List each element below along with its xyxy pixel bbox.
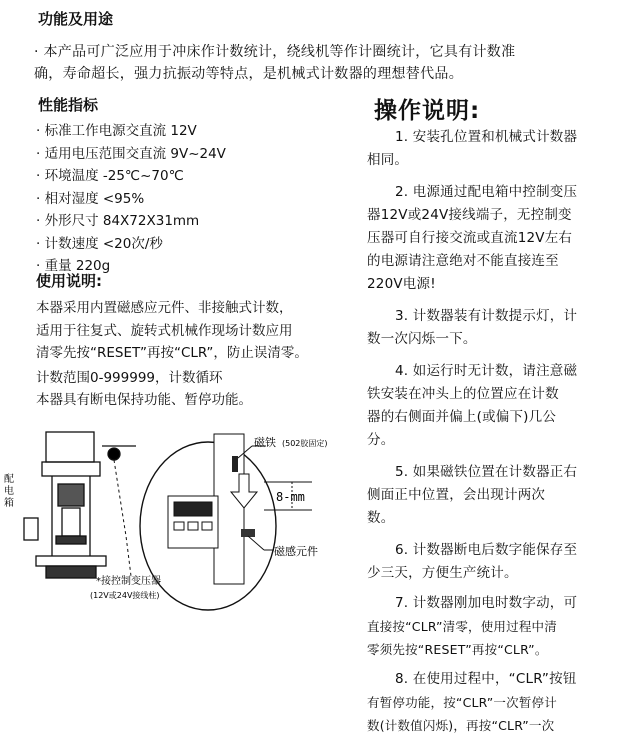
function-text bbox=[34, 41, 619, 85]
step-line: 数一次闪烁一下。 bbox=[367, 331, 477, 347]
step-line: 4. 如运行时无计数，请注意磁 bbox=[395, 363, 578, 379]
step-line: 铁安装在冲头上的位置应在计数 bbox=[367, 386, 559, 402]
magnet-label: 磁铁 bbox=[254, 436, 276, 449]
step-line: 1. 安装孔位置和机械式计数器 bbox=[395, 129, 578, 145]
transformer-note: (12V或24V接线柱) bbox=[90, 591, 160, 600]
box-label-3: 箱 bbox=[4, 498, 14, 509]
operation-step-1 bbox=[367, 126, 617, 172]
function-heading: 功能及用途 bbox=[38, 10, 114, 28]
operation-step-4 bbox=[367, 360, 617, 452]
step-line: 6. 计数器断电后数字能保存至 bbox=[395, 542, 578, 558]
usage-line: 清零先按“RESET”再按“CLR”，防止误清零。 bbox=[36, 345, 308, 361]
step-line: 压器可自行接交流或直流12V左右 bbox=[367, 230, 573, 246]
usage-text bbox=[36, 297, 308, 412]
press-machine-drawing bbox=[24, 432, 136, 578]
sensor-label: 磁感元件 bbox=[274, 545, 318, 558]
step-line: 分。 bbox=[367, 432, 395, 448]
step-line: 3. 计数器装有计数提示灯，计 bbox=[395, 308, 578, 324]
operation-step-6 bbox=[367, 539, 617, 585]
spec-dimensions: · 外形尺寸 84X72X31mm bbox=[36, 213, 200, 229]
box-label-2: 电 bbox=[4, 486, 14, 497]
operation-step-7 bbox=[367, 592, 617, 661]
box-label-1: 配 bbox=[4, 474, 14, 485]
step-line: 有暂停功能，按“CLR”一次暂停计 bbox=[367, 695, 557, 710]
spec-temperature: · 环境温度 -25℃~70℃ bbox=[36, 168, 184, 184]
operation-heading: 操作说明: bbox=[374, 98, 481, 124]
magnet-shape bbox=[232, 456, 238, 472]
function-line: · 本产品可广泛应用于冲床作计数统计，绕线机等作计圈统计，它具有计数准 bbox=[34, 44, 516, 60]
usage-line: 本器采用内置磁感应元件、非接触式计数， bbox=[36, 300, 293, 316]
spec-weight: · 重量 220g bbox=[36, 258, 111, 274]
step-line: 数。 bbox=[367, 510, 395, 526]
transformer-label: *接控制变压器 bbox=[96, 576, 161, 587]
step-line: 少三天，方便生产统计。 bbox=[367, 565, 518, 581]
operation-step-5 bbox=[367, 461, 617, 530]
spec-humidity: · 相对湿度 <95% bbox=[36, 190, 145, 207]
operation-steps bbox=[367, 126, 617, 737]
step-line: 直接按“CLR”清零，使用过程中清 bbox=[367, 619, 557, 634]
usage-heading: 使用说明: bbox=[36, 272, 102, 290]
spec-power: · 标准工作电源交直流 12V bbox=[36, 123, 197, 139]
operation-step-2 bbox=[367, 181, 617, 296]
performance-heading: 性能指标 bbox=[38, 96, 99, 114]
step-line: 零须先按“RESET”再按“CLR”。 bbox=[367, 642, 548, 657]
spec-voltage-range: · 适用电压范围交直流 9V~24V bbox=[36, 145, 226, 162]
step-line: 侧面正中位置，会出现计两次 bbox=[367, 487, 546, 503]
step-line: 7. 计数器刚加电时数字动，可 bbox=[395, 595, 578, 611]
usage-line: 本器具有断电保持功能、暂停功能。 bbox=[36, 392, 252, 408]
step-line: 器12V或24V接线端子，无控制变 bbox=[367, 207, 572, 223]
distance-label: 8-mm bbox=[276, 490, 305, 504]
operation-step-8 bbox=[367, 668, 617, 737]
operation-step-3 bbox=[367, 305, 617, 351]
installation-diagram bbox=[4, 426, 356, 626]
function-line: 确，寿命超长，强力抗振动等特点，是机械式计数器的理想替代品。 bbox=[34, 66, 463, 82]
usage-line: 适用于往复式、旋转式机械作现场计数应用 bbox=[36, 322, 293, 339]
step-line: 器的右侧面并偏上(或偏下)几公 bbox=[367, 409, 557, 425]
step-line: 相同。 bbox=[367, 152, 409, 168]
step-line: 数(计数值闪烁)，再按“CLR”一次 bbox=[367, 718, 555, 733]
usage-line: 计数范围0-999999，计数循环 bbox=[36, 369, 223, 386]
performance-list bbox=[36, 120, 226, 278]
step-line: 5. 如果磁铁位置在计数器正右 bbox=[395, 464, 578, 480]
magnet-note: (502胶固定) bbox=[282, 439, 328, 448]
step-line: 2. 电源通过配电箱中控制变压 bbox=[395, 184, 578, 200]
step-line: 的电源请注意绝对不能直接连至 bbox=[367, 253, 559, 269]
spec-count-speed: · 计数速度 <20次/秒 bbox=[36, 235, 163, 252]
step-line: 8. 在使用过程中，“CLR”按钮 bbox=[395, 671, 577, 687]
step-line: 220V电源! bbox=[367, 276, 436, 292]
